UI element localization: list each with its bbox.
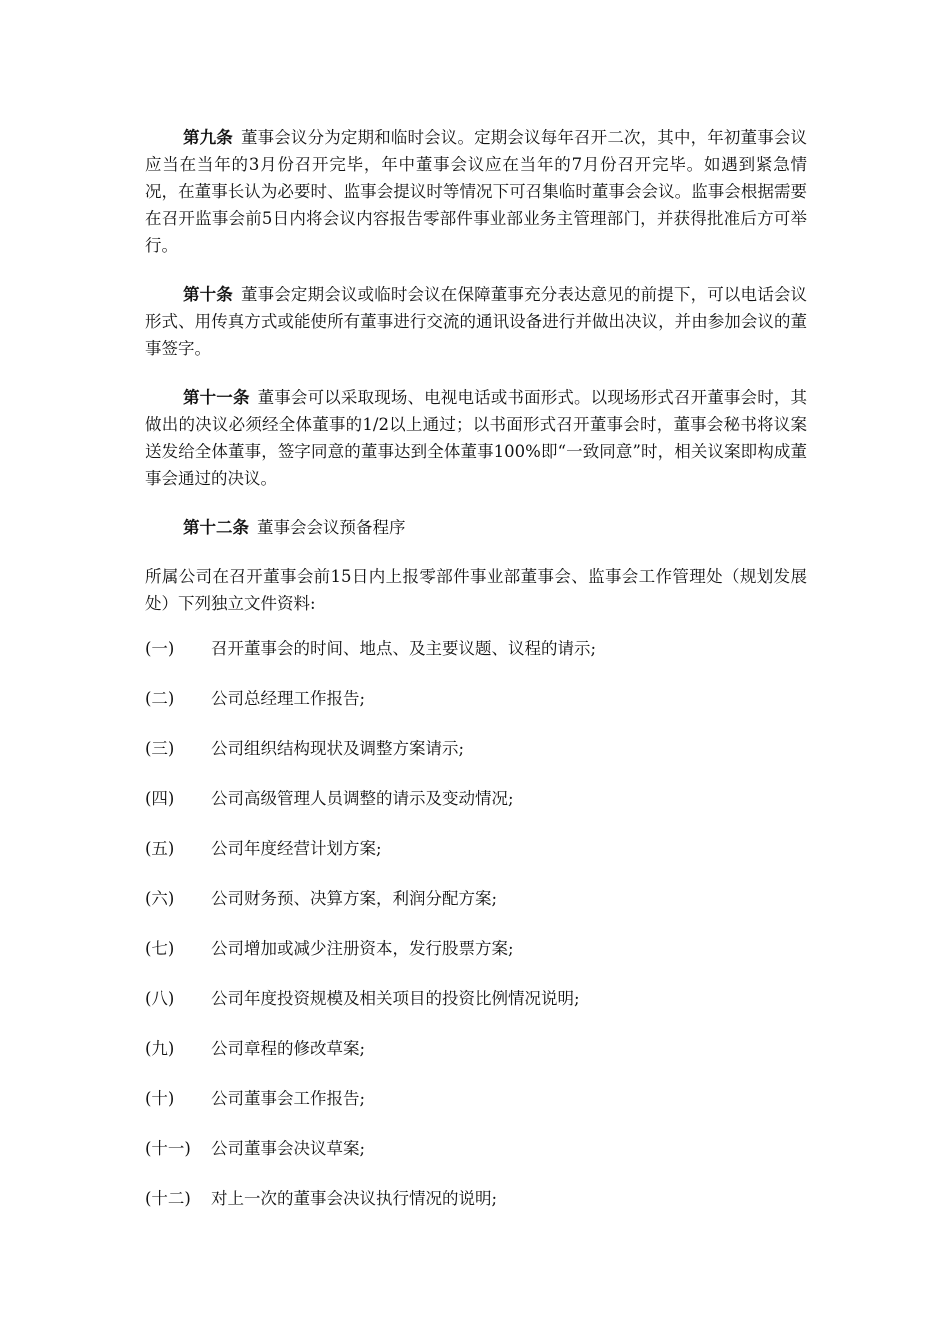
list-number: (四) [145,789,175,808]
list-text: 公司增加或减少注册资本，发行股票方案; [211,939,514,958]
list-item [145,635,807,662]
article-title: 第十一条 [183,388,250,407]
list-text: 公司财务预、决算方案，利润分配方案; [211,889,498,908]
article-title: 第九条 [183,128,233,147]
list-text: 公司章程的修改草案; [211,1039,366,1058]
list-item [145,1085,807,1112]
article-12 [145,514,807,541]
article-text: 董事会会议预备程序 [257,518,406,537]
list-item [145,835,807,862]
list-number: (十) [145,1089,175,1108]
list-text: 公司总经理工作报告; [211,689,366,708]
list-number: (三) [145,739,175,758]
list-number: (九) [145,1039,175,1058]
list-text: 公司年度经营计划方案; [211,839,382,858]
list-text: 公司董事会工作报告; [211,1089,366,1108]
list-number: (二) [145,689,175,708]
article-10 [145,281,807,362]
document-page [145,124,807,1235]
article-text: 董事会可以采取现场、电视电话或书面形式。以现场形式召开董事会时，其做出的决议必须经全体董事的1/2以上通过；以书面形式召开董事会时，董事会秘书将议案送发给全体董事，签字同意的董事达到全体董事100%即“一致同意”时，相关议案即构成董事会通过的决议。 [145,388,808,488]
list-text: 公司董事会决议草案; [211,1139,366,1158]
list-text: 公司组织结构现状及调整方案请示; [211,739,465,758]
list-text: 对上一次的董事会决议执行情况的说明; [211,1189,498,1208]
list-number: (十一) [145,1139,191,1158]
list-number: (十二) [145,1189,191,1208]
list-item [145,685,807,712]
article-9 [145,124,807,259]
article-11 [145,384,807,492]
intro-paragraph: 所属公司在召开董事会前15日内上报零部件事业部董事会、监事会工作管理处（规划发展处）下列独立文件资料: [145,567,807,613]
list-number: (五) [145,839,175,858]
list-number: (七) [145,939,175,958]
article-title: 第十条 [183,285,233,304]
list-item [145,735,807,762]
article-text: 董事会议分为定期和临时会议。定期会议每年召开二次，其中，年初董事会议应当在当年的3月份召开完毕，年中董事会议应在当年的7月份召开完毕。如遇到紧急情况，在董事长认为必要时、监事会提议时等情况下可召集临时董事会会议。监事会根据需要在召开监事会前5日内将会议内容报告零部件事业部业务主管理部门，并获得批准后方可举行。 [145,128,808,255]
list-number: (八) [145,989,175,1008]
document-list [145,635,807,1212]
list-item [145,985,807,1012]
list-number: (六) [145,889,175,908]
article-title: 第十二条 [183,518,249,537]
list-text: 公司年度投资规模及相关项目的投资比例情况说明; [211,989,580,1008]
article-text: 董事会定期会议或临时会议在保障董事充分表达意见的前提下，可以电话会议形式、用传真方式或能使所有董事进行交流的通讯设备进行并做出决议，并由参加会议的董事签字。 [145,285,808,358]
list-item [145,935,807,962]
list-item [145,885,807,912]
list-item [145,1035,807,1062]
list-number: (一) [145,639,175,658]
list-text: 召开董事会的时间、地点、及主要议题、议程的请示; [211,639,597,658]
list-item [145,1135,807,1162]
list-text: 公司高级管理人员调整的请示及变动情况; [211,789,514,808]
list-item [145,785,807,812]
list-item [145,1185,807,1212]
